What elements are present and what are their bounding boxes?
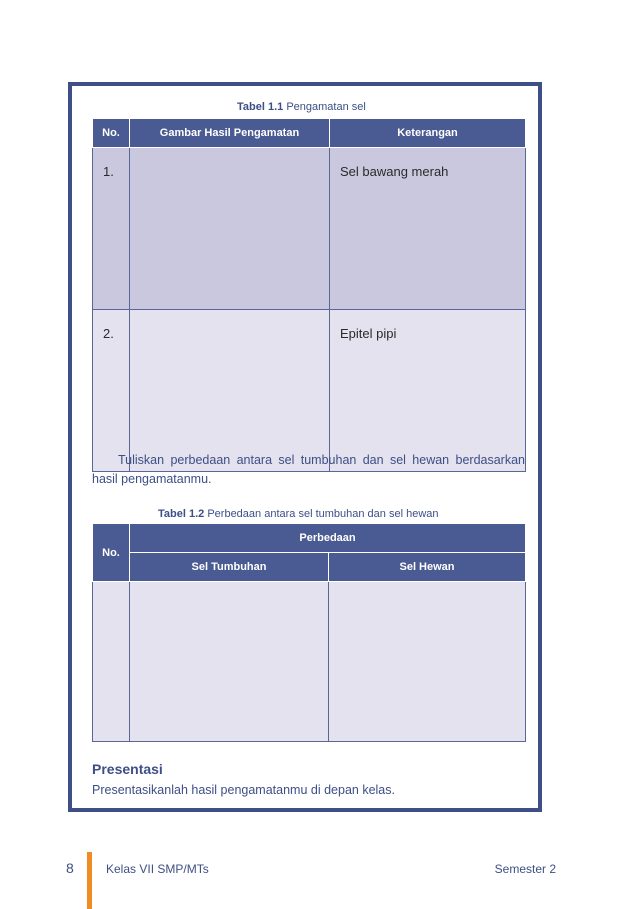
footer-accent-bar: [87, 852, 92, 909]
table1-cell-keterangan: Sel bawang merah: [330, 148, 526, 310]
table1-cell-gambar[interactable]: [130, 310, 330, 472]
table2-header-sel-hewan: Sel Hewan: [329, 553, 526, 582]
table-row: [93, 148, 526, 310]
table1-header-keterangan: Keterangan: [330, 119, 526, 148]
table1-header-gambar: Gambar Hasil Pengamatan: [130, 119, 330, 148]
table2-caption-label: Tabel 1.2: [158, 508, 205, 520]
table2-header-sel-tumbuhan: Sel Tumbuhan: [130, 553, 329, 582]
table2-cell-sel-tumbuhan[interactable]: [130, 582, 329, 742]
table2-caption-title: Perbedaan antara sel tumbuhan dan sel hewan: [207, 508, 439, 520]
table2-cell-no[interactable]: [93, 582, 130, 742]
table1-header-no: No.: [93, 119, 130, 148]
comparison-table: [92, 523, 526, 742]
table1-cell-no: 1.: [93, 148, 130, 310]
presentasi-text: Presentasikanlah hasil pengamatanmu di depan kelas.: [92, 783, 395, 797]
footer-semester: Semester 2: [494, 862, 556, 876]
table2-cell-sel-hewan[interactable]: [329, 582, 526, 742]
table1-cell-keterangan: Epitel pipi: [330, 310, 526, 472]
instruction-paragraph: [92, 451, 525, 489]
table-row: [93, 310, 526, 472]
table1-caption-title: Pengamatan sel: [286, 101, 366, 113]
table2-header-no: No.: [93, 524, 130, 582]
footer-book-title: Kelas VII SMP/MTs: [106, 862, 209, 876]
table-row: [93, 582, 526, 742]
table2-header-perbedaan: Perbedaan: [130, 524, 526, 553]
table2-caption: [158, 508, 439, 520]
observation-table: [92, 118, 526, 472]
instruction-text: Tuliskan perbedaan antara sel tumbuhan dan sel hewan berdasarkan hasil pengamatanmu.: [92, 453, 525, 486]
table1-cell-gambar[interactable]: [130, 148, 330, 310]
table1-caption: [237, 101, 366, 113]
presentasi-heading: Presentasi: [92, 761, 163, 777]
table1-caption-label: Tabel 1.1: [237, 101, 284, 113]
table1-cell-no: 2.: [93, 310, 130, 472]
page-number: 8: [66, 860, 74, 876]
